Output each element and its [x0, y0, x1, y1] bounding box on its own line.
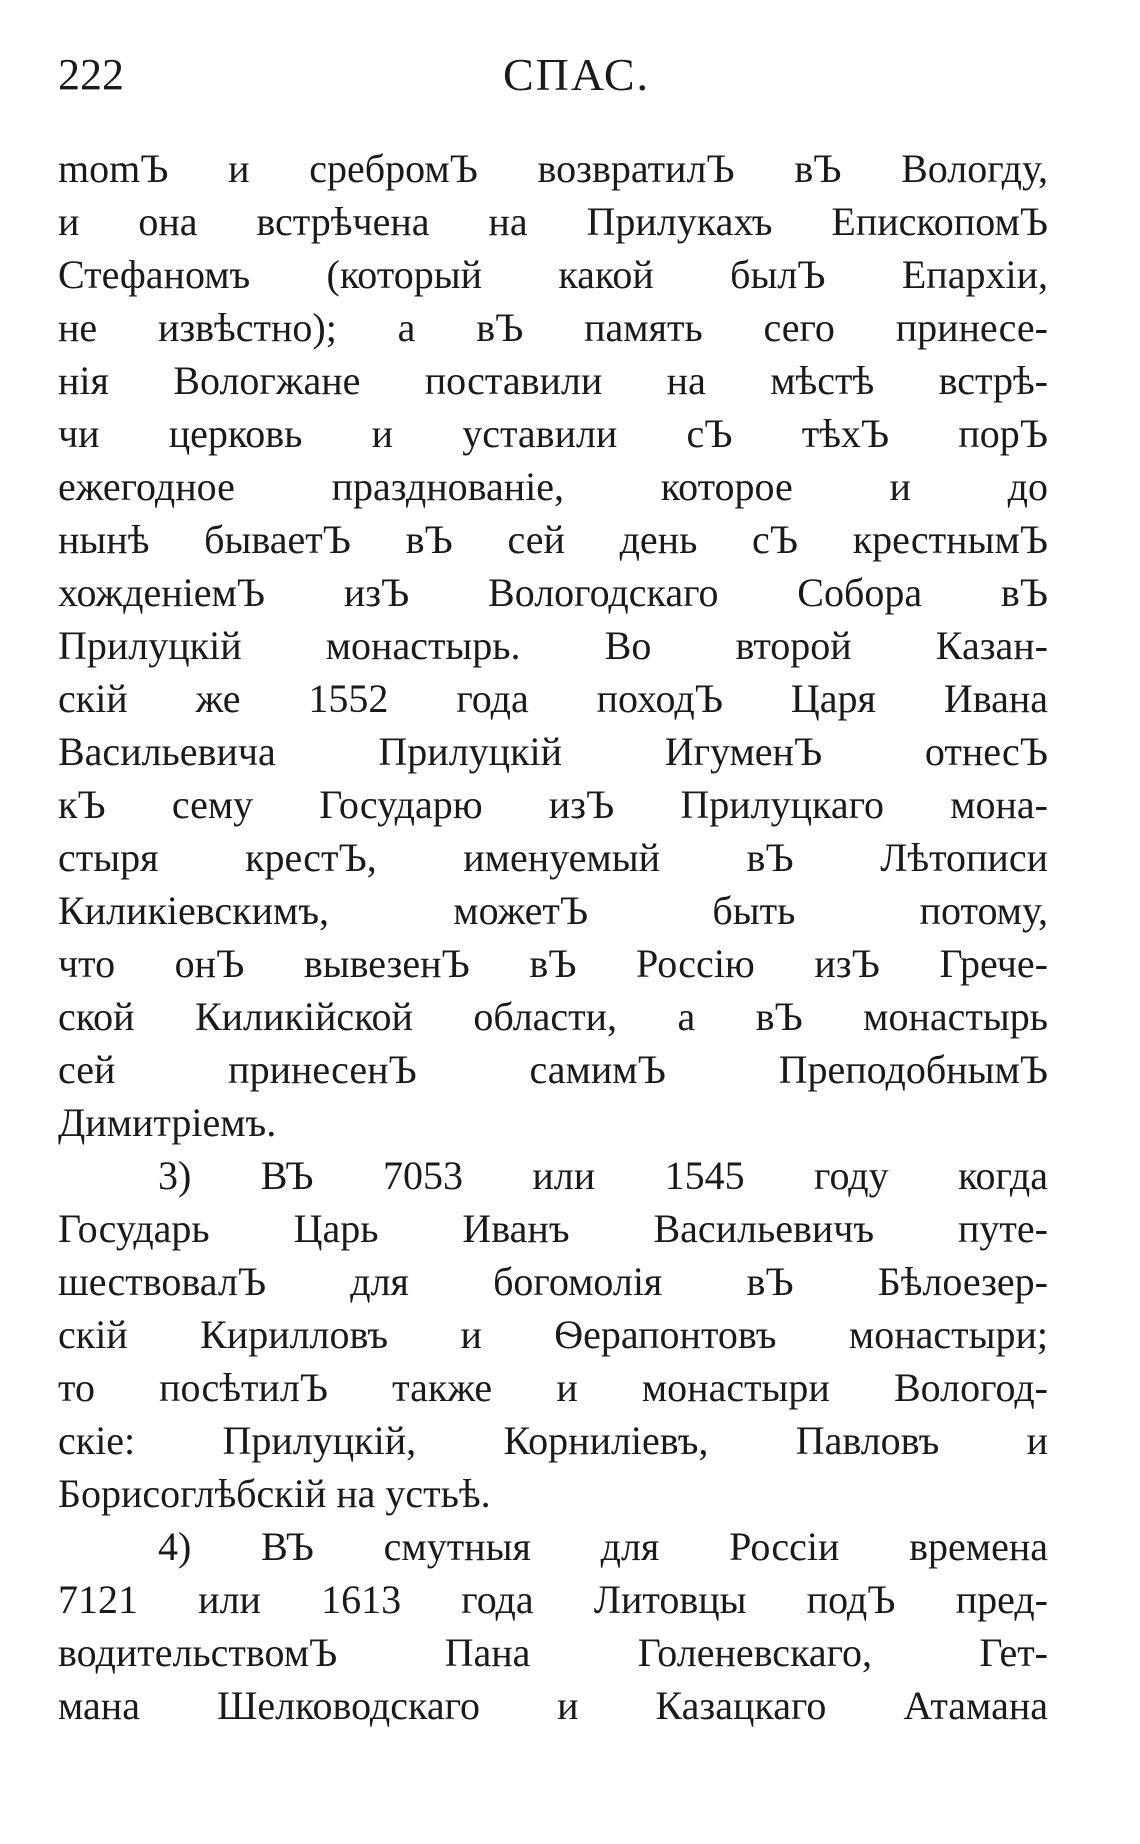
- text-line: скій Кирилловъ и Ѳерапонтовъ монастыри;: [58, 1312, 1048, 1357]
- text-line: шествовалЪ для богомолія вЪ Бѣлоезер-: [58, 1259, 1048, 1304]
- text-line: ской Киликійской области, а вЪ монастырь: [58, 994, 1048, 1039]
- paragraph-start-line: 4) ВЪ смутныя для Россіи времена: [158, 1524, 1048, 1569]
- running-head: СПАС.: [503, 49, 651, 100]
- text-line: Васильевича Прилуцкій ИгуменЪ отнесЪ: [58, 729, 1048, 774]
- text-line: 7121 или 1613 года Литовцы подЪ пред-: [58, 1577, 1048, 1622]
- text-line: водительствомЪ Пана Голеневскаго, Гет-: [58, 1630, 1048, 1675]
- text-line: сей принесенЪ самимЪ ПреподобнымЪ: [58, 1047, 1048, 1092]
- paragraph-end-line: Димитріемъ.: [58, 1100, 277, 1145]
- text-line: Прилуцкій монастырь. Во второй Казан-: [58, 623, 1048, 668]
- text-line: Стефаномъ (который какой былЪ Епархіи,: [58, 252, 1048, 297]
- text-line: не извѣстно); а вЪ память сего принесе-: [58, 305, 1048, 350]
- text-line: мана Шелководскаго и Казацкаго Атамана: [58, 1683, 1048, 1728]
- text-line: скіе: Прилуцкій, Корнилiевъ, Павловъ и: [58, 1418, 1048, 1463]
- text-line: нія Вологжане поставили на мѣстѣ встрѣ-: [58, 358, 1048, 403]
- text-line: Киликіевскимъ, можетЪ быть потому,: [58, 888, 1048, 933]
- text-line: нынѣ бываетЪ вЪ сей день сЪ крестнымЪ: [58, 517, 1048, 562]
- page-header: [58, 40, 1058, 110]
- text-line: кЪ сему Государю изЪ Прилуцкаго мона-: [58, 782, 1048, 827]
- text-line: momЪ и сребромЪ возвратилЪ вЪ Вологду,: [58, 146, 1048, 191]
- page-number: 222: [58, 50, 124, 99]
- body-text: [58, 142, 1048, 1732]
- text-line: скій же 1552 года походЪ Царя Ивана: [58, 676, 1048, 721]
- text-line: ежегодное празднованіе, которое и до: [58, 464, 1048, 509]
- paragraph-start-line: 3) ВЪ 7053 или 1545 году когда: [158, 1153, 1048, 1198]
- text-line: Государь Царь Иванъ Васильевичъ путе-: [58, 1206, 1048, 1251]
- text-line: то посѣтилЪ также и монастыри Вологод-: [58, 1365, 1048, 1410]
- text-line: что онЪ вывезенЪ вЪ Россію изЪ Грече-: [58, 941, 1048, 986]
- text-line: стыря крестЪ, именуемый вЪ Лѣтописи: [58, 835, 1048, 880]
- paragraph-end-line: Борисоглѣбскій на устьѣ.: [58, 1471, 491, 1516]
- text-line: хожденіемЪ изЪ Вологодскаго Собора вЪ: [58, 570, 1048, 615]
- text-line: и она встрѣчена на Прилукахъ ЕпископомЪ: [58, 199, 1048, 244]
- text-line: чи церковь и уставили сЪ тѣхЪ порЪ: [58, 411, 1048, 456]
